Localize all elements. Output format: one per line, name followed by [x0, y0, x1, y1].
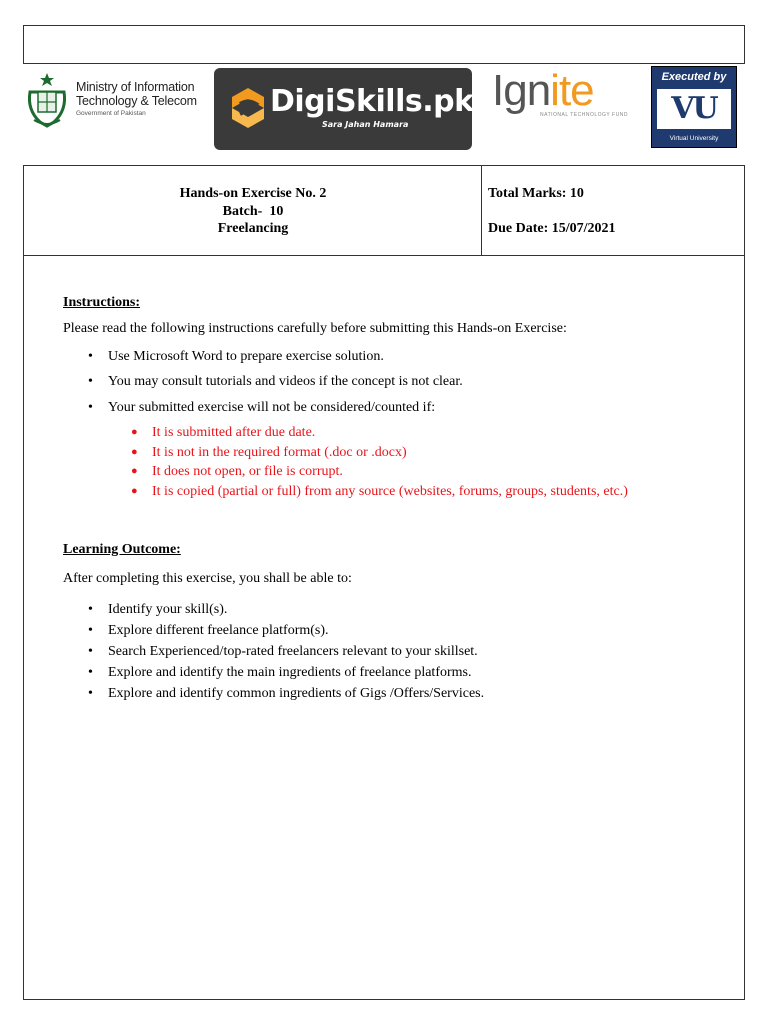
- ignite-logo: [492, 66, 642, 126]
- list-item: • Search Experienced/top-rated freelancers relevant to your skillset.: [88, 644, 478, 659]
- digiskills-name: DigiSkills: [270, 84, 423, 119]
- list-item: • Explore and identify the main ingredients of freelance platforms.: [88, 665, 472, 680]
- digiskills-suffix: .pk: [422, 84, 474, 119]
- list-item: • Your submitted exercise will not be considered/counted if:: [88, 400, 436, 415]
- ignite-name-b: ite: [550, 66, 594, 115]
- ministry-line-2: Technology & Telecom: [76, 94, 197, 108]
- digiskills-tagline: Sara Jahan Hamara: [322, 120, 409, 129]
- list-item: • Explore different freelance platform(s).: [88, 623, 329, 638]
- vu-logo: [651, 66, 737, 148]
- total-marks: Total Marks: 10: [488, 186, 584, 201]
- digiskills-s-icon: [228, 86, 268, 130]
- list-item: • You may consult tutorials and videos if the concept is not clear.: [88, 374, 463, 389]
- list-item: • Identify your skill(s).: [88, 602, 228, 617]
- list-item: • Use Microsoft Word to prepare exercise solution.: [88, 349, 384, 364]
- batch-label: Batch- 10: [222, 203, 284, 219]
- top-empty-box: [23, 25, 745, 64]
- ministry-line-3: Government of Pakistan: [76, 110, 146, 117]
- vu-letters: VU: [671, 91, 717, 126]
- vu-name: Virtual University: [669, 135, 719, 142]
- course-name: Freelancing: [217, 221, 289, 236]
- condition-item: ● It is copied (partial or full) from any source (websites, forums, groups, students, etc.): [131, 484, 628, 499]
- digiskills-logo: [214, 68, 472, 150]
- list-item: • Explore and identify common ingredients of Gigs /Offers/Services.: [88, 686, 485, 701]
- pakistan-emblem-icon: [22, 70, 72, 130]
- instructions-intro: Please read the following instructions carefully before submitting this Hands-on Exercise:: [63, 321, 567, 336]
- ignite-name-a: Ign: [492, 66, 551, 115]
- ministry-line-1: Ministry of Information: [76, 80, 195, 94]
- learning-outcome-intro: After completing this exercise, you shall be able to:: [63, 571, 352, 586]
- ignite-subtitle: NATIONAL TECHNOLOGY FUND: [540, 112, 628, 118]
- due-date: Due Date: 15/07/2021: [488, 221, 616, 236]
- exercise-title-block: [24, 166, 482, 238]
- learning-outcome-heading: Learning Outcome:: [63, 542, 181, 557]
- condition-item: ● It does not open, or file is corrupt.: [131, 464, 343, 479]
- exercise-number: Hands-on Exercise No. 2: [179, 186, 327, 201]
- condition-item: ● It is not in the required format (.doc or .docx): [131, 445, 407, 460]
- ministry-logo: [22, 70, 212, 130]
- instructions-heading: Instructions:: [63, 295, 141, 310]
- condition-item: ● It is submitted after due date.: [131, 425, 316, 440]
- executed-by-label: Executed by: [661, 71, 727, 83]
